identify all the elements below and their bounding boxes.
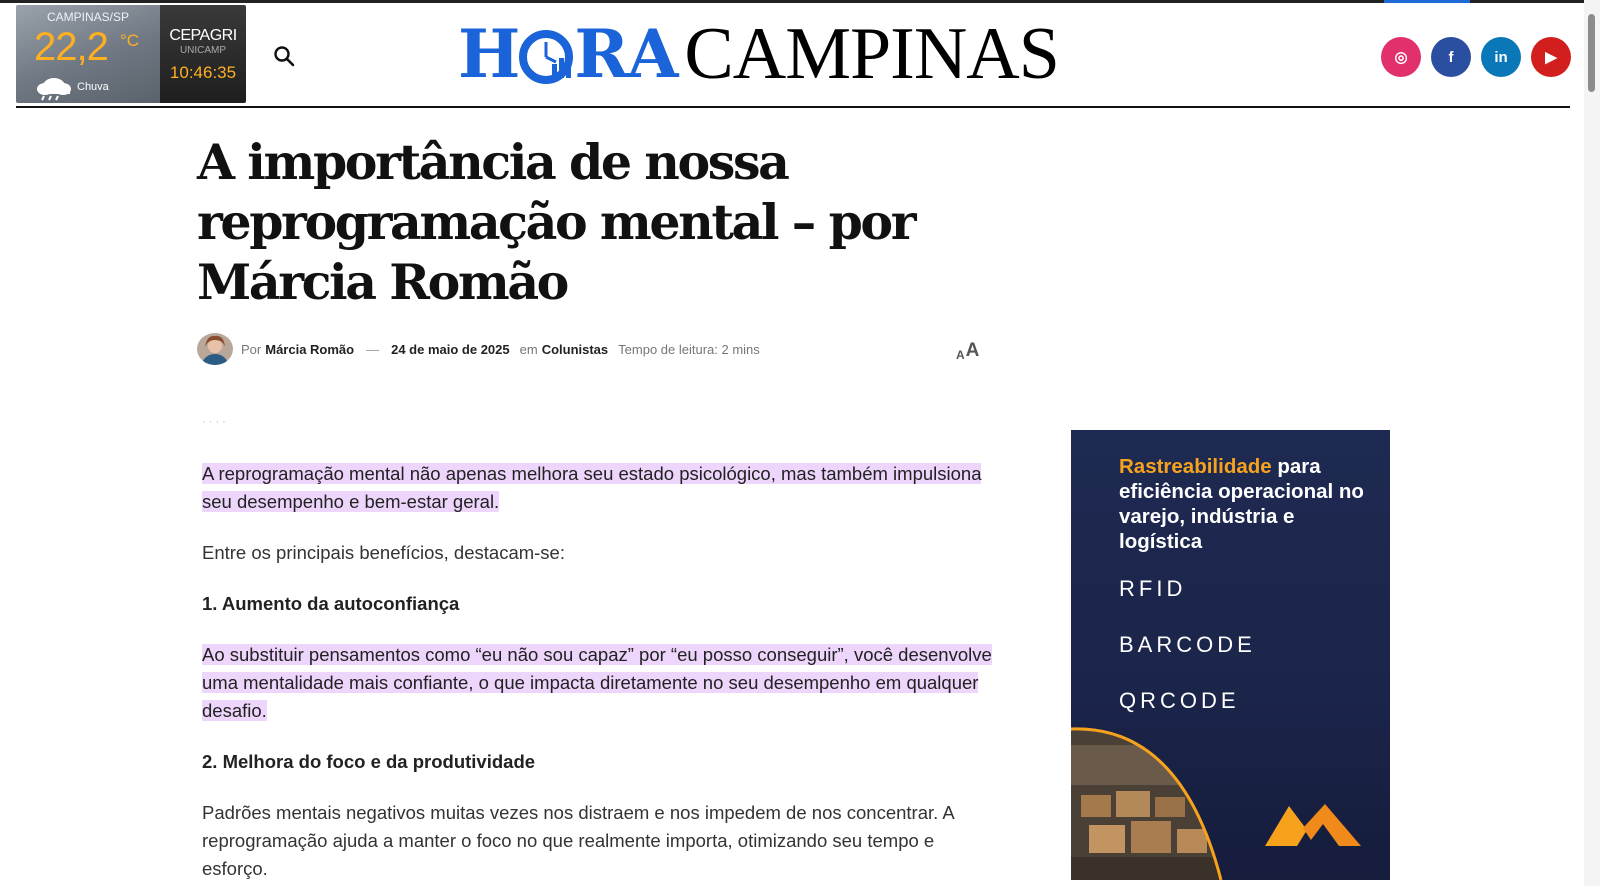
logo-letters-ra: RA xyxy=(574,15,677,93)
reading-time: Tempo de leitura: 2 mins xyxy=(618,341,760,357)
article-paragraph: Entre os principais benefícios, destacam-se: xyxy=(202,542,565,563)
sidebar-ad[interactable] xyxy=(1071,430,1390,880)
weather-clock-panel xyxy=(160,5,246,103)
weather-time: 10:46:35 xyxy=(169,63,237,82)
category-link[interactable]: Colunistas xyxy=(541,341,609,357)
article-paragraph xyxy=(202,641,1002,725)
font-size-small-icon: A xyxy=(956,348,965,362)
rain-cloud-icon xyxy=(34,75,74,101)
weather-brand-sub: UNICAMP xyxy=(179,45,227,56)
author-avatar[interactable] xyxy=(197,333,233,365)
top-rule-accent xyxy=(1384,0,1470,3)
font-size-toggle[interactable] xyxy=(956,338,979,362)
weather-city: CAMPINAS/SP xyxy=(46,10,130,24)
article-date: 24 de maio de 2025 xyxy=(391,341,510,357)
ad-accent-word: Rastreabilidade xyxy=(1119,455,1272,478)
page-scrollbar[interactable] xyxy=(1584,0,1600,886)
weather-unit: °C xyxy=(120,31,140,50)
facebook-icon: f xyxy=(1448,48,1454,66)
top-rule xyxy=(0,0,1600,3)
brand-m-logo xyxy=(1263,800,1365,850)
facebook-button[interactable] xyxy=(1431,37,1471,77)
article-paragraph xyxy=(202,460,1002,516)
font-size-large-icon: A xyxy=(965,340,980,361)
clock-icon xyxy=(516,26,576,86)
ad-item-qrcode: QRCODE xyxy=(1119,688,1240,713)
logo-letter-h: H xyxy=(458,15,519,93)
ad-headline xyxy=(1119,454,1369,554)
instagram-icon: ◎ xyxy=(1394,49,1408,66)
search-icon[interactable] xyxy=(272,44,296,68)
highlighted-text: Ao substituir pensamentos como “eu não sou capaz” por “eu posso conseguir”, você desenvolve uma mentalidade mais confiante, o que impacta diretamente no seu desempenho em qualquer desafio. xyxy=(202,644,992,721)
weather-panel xyxy=(16,5,160,103)
article-meta xyxy=(197,332,987,366)
weather-widget[interactable] xyxy=(16,5,246,103)
logo-campinas: CAMPINAS xyxy=(684,12,1059,95)
author-link[interactable]: Márcia Romão xyxy=(265,341,355,357)
article-paragraph: Padrões mentais negativos muitas vezes nos distraem e nos impedem de nos concentrar. A reprogramação ajuda a manter o foco no que realmente importa, otimizando seu tempo e esforço. xyxy=(202,802,954,879)
warehouse-photo xyxy=(1071,725,1231,880)
weather-brand: CEPAGRI xyxy=(169,27,237,44)
weather-condition: Chuva xyxy=(77,81,109,93)
logo-hora xyxy=(458,15,676,93)
youtube-button[interactable] xyxy=(1531,37,1571,77)
meta-separator: — xyxy=(366,341,380,357)
article-subheading: 2. Melhora do foco e da produtividade xyxy=(202,751,536,772)
meta-by-label: Por xyxy=(241,341,262,357)
article-title: A importância de nossa reprogramação mental – por Márcia Romão xyxy=(197,133,915,311)
linkedin-button[interactable] xyxy=(1481,37,1521,77)
article-subheading: 1. Aumento da autoconfiança xyxy=(202,593,460,614)
scrollbar-thumb[interactable] xyxy=(1588,14,1595,92)
cutoff-text-fragment: · · · · xyxy=(202,420,226,428)
ad-item-barcode: BARCODE xyxy=(1119,632,1256,657)
linkedin-icon: in xyxy=(1494,48,1508,66)
highlighted-text: A reprogramação mental não apenas melhora seu estado psicológico, mas também impulsiona seu desempenho e bem-estar geral. xyxy=(202,463,982,512)
article-body xyxy=(202,460,1002,886)
meta-in-label: em xyxy=(519,341,538,357)
instagram-button[interactable] xyxy=(1381,37,1421,77)
ad-item-rfid: RFID xyxy=(1119,576,1187,601)
youtube-icon: ▶ xyxy=(1545,49,1557,66)
header-divider xyxy=(16,106,1570,108)
weather-temperature: 22,2 xyxy=(34,25,108,69)
site-logo[interactable] xyxy=(458,14,1059,94)
ad-headline-rest: para eficiência operacional no varejo, indústria e logística xyxy=(1119,455,1364,553)
